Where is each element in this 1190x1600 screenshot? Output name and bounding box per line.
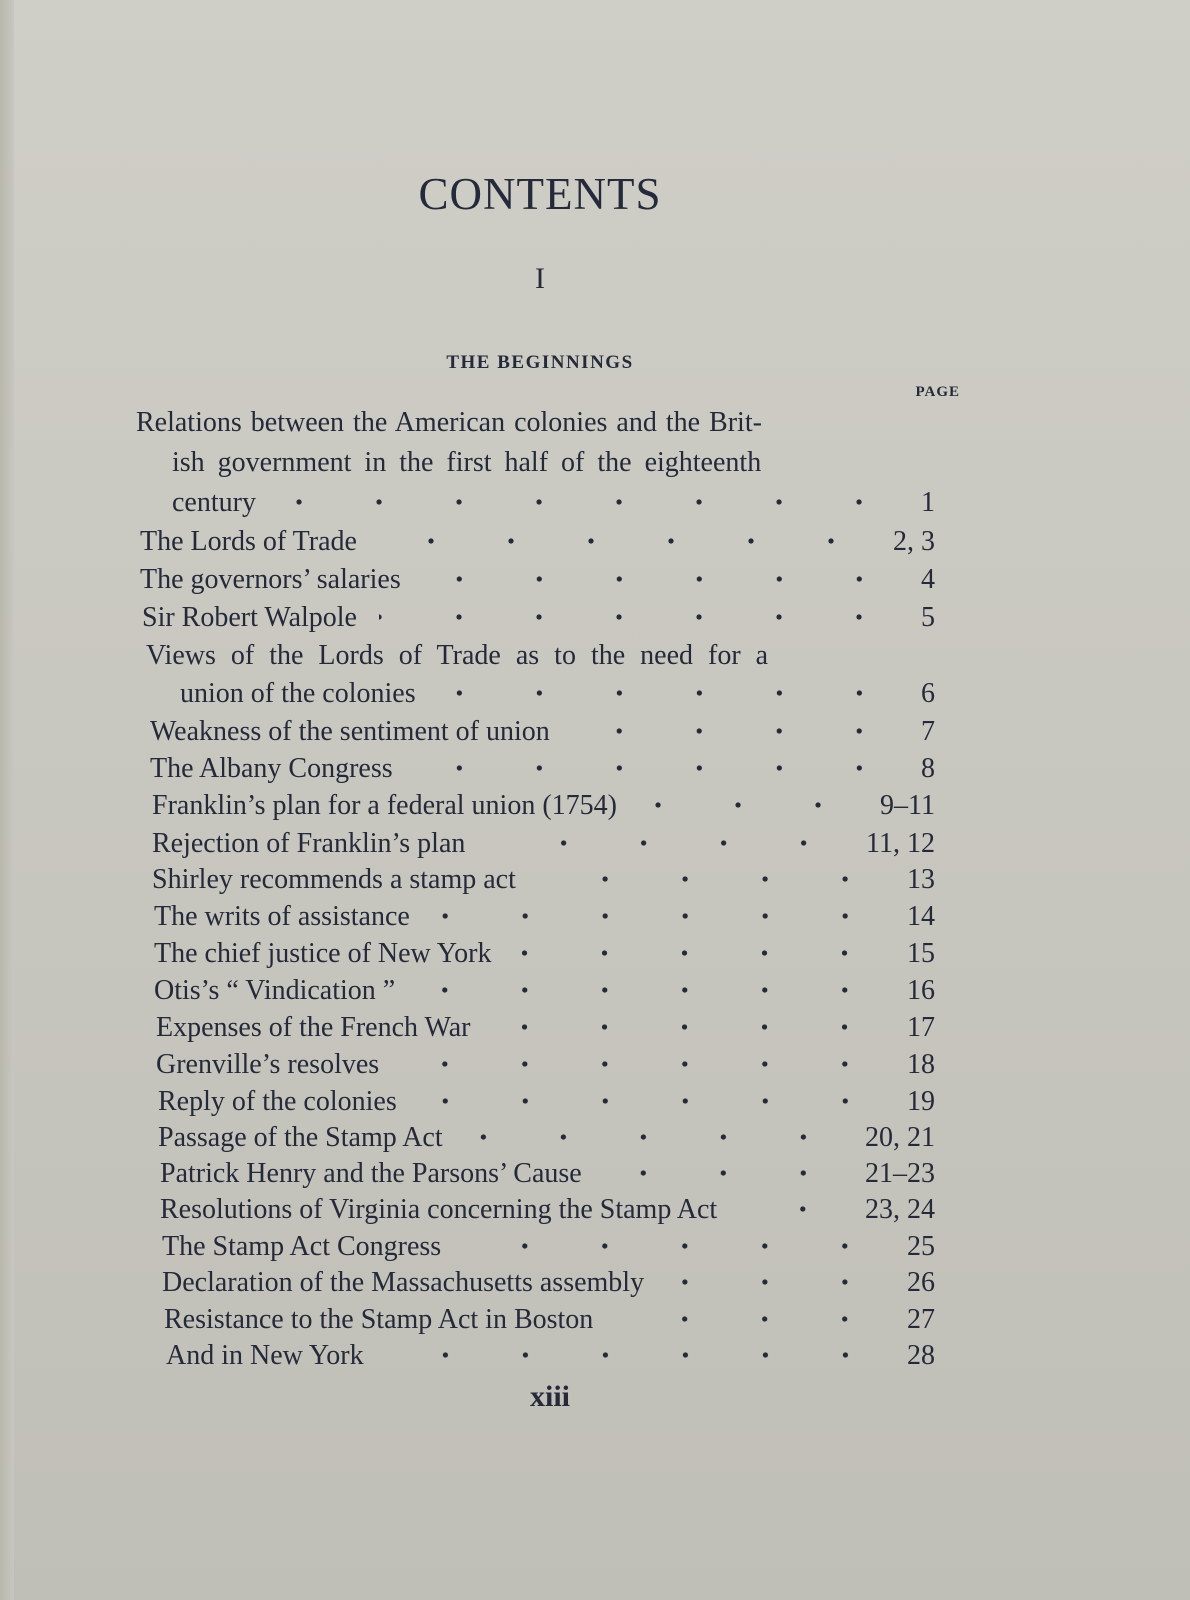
toc-page-number: 23, 24 [865,1194,935,1225]
toc-entry-text: The Lords of Trade [140,526,357,557]
toc-entry-text: Relations between the American colonies and the Brit- [136,407,762,438]
dot-leader [666,1279,885,1285]
toc-page-number: 1 [921,487,935,518]
dot-leader [379,614,899,620]
toc-entry-text: Otis’s “ Vindication ” [154,975,396,1006]
toc-entry-text: century [172,487,256,518]
dot-leader [513,950,885,956]
toc-entry-text: union of the colonies [180,678,416,709]
dot-leader [417,987,885,993]
toc-entry-text: Resistance to the Stamp Act in Boston [164,1304,594,1335]
toc-page-number: 20, 21 [865,1122,935,1153]
toc-page-number: 7 [921,716,935,747]
toc-page-number: 8 [921,753,935,784]
toc-entry-text: ish government in the first half of the eighteenth [172,447,762,478]
chapter-title: THE BEGINNINGS [446,352,634,373]
dot-leader [438,690,899,696]
chapter-number: I [535,262,545,295]
dot-leader [465,1134,843,1140]
toc-entry-text: The governors’ salaries [140,564,401,595]
toc-entry-text: Sir Robert Walpole [142,602,357,633]
page-column-label: PAGE [915,384,960,400]
toc-page-number: 17 [907,1012,935,1043]
toc-entry-text: Rejection of Franklin’s plan [152,828,466,859]
toc-entry-text: Expenses of the French War [156,1012,471,1043]
toc-entry-text: Weakness of the sentiment of union [150,716,550,747]
dot-leader [401,1061,885,1067]
toc-entry-text: Grenville’s resolves [156,1049,380,1080]
toc-page-number: 4 [921,564,935,595]
toc-entry-text: Franklin’s plan for a federal union (1754) [152,790,617,821]
toc-entry-text: And in New York [166,1340,364,1371]
dot-leader [604,1170,843,1176]
dot-leader [415,765,899,771]
dot-leader [386,1352,885,1358]
toc-page-number: 13 [907,864,935,895]
toc-entry-text: Views of the Lords of Trade as to the need for a [146,640,769,671]
toc-page-number: 6 [921,678,935,709]
toc-entry-text: Patrick Henry and the Parsons’ Cause [160,1158,582,1189]
toc-entry-text: The Albany Congress [150,753,393,784]
dot-leader [572,728,899,734]
toc-page-number: 9–11 [880,790,935,821]
toc-page-number: 19 [907,1086,935,1117]
dot-leader [432,913,885,919]
toc-entry-text: Passage of the Stamp Act [158,1122,443,1153]
toc-entry-text: The writs of assistance [154,901,410,932]
contents-heading: CONTENTS [418,169,662,219]
dot-leader [639,802,858,808]
dot-leader [739,1206,843,1212]
toc-page-number: 15 [907,938,935,969]
toc-entry-text: Shirley recommends a stamp act [152,864,516,895]
toc-page-number: 27 [907,1304,935,1335]
dot-leader [487,840,844,846]
toc-page-number: 26 [907,1267,935,1298]
dot-leader [419,1098,885,1104]
toc-page-number: 16 [907,975,935,1006]
toc-page-number: 28 [907,1340,935,1371]
toc-page-number: 14 [907,901,935,932]
page-folio: xiii [529,1380,570,1413]
toc-entry-text: The Stamp Act Congress [162,1231,442,1262]
dot-leader [492,1024,885,1030]
dot-leader [463,1243,885,1249]
toc-page-number: 5 [921,602,935,633]
dot-leader [538,876,885,882]
dot-leader [423,576,899,582]
dot-leader [615,1316,885,1322]
dot-leader [278,499,899,505]
toc-page-number: 2, 3 [893,526,935,557]
toc-entry-text: Resolutions of Virginia concerning the Stamp Act [160,1194,718,1225]
toc-entry-text: Reply of the colonies [158,1086,397,1117]
toc-page-number: 11, 12 [866,828,935,859]
toc-entry-text: The chief justice of New York [154,938,492,969]
toc-page-number: 25 [907,1231,935,1262]
toc-page-number: 18 [907,1049,935,1080]
dot-leader [379,538,871,544]
toc-entry-text: Declaration of the Massachusetts assembly [162,1267,645,1298]
toc-page-number: 21–23 [865,1158,935,1189]
